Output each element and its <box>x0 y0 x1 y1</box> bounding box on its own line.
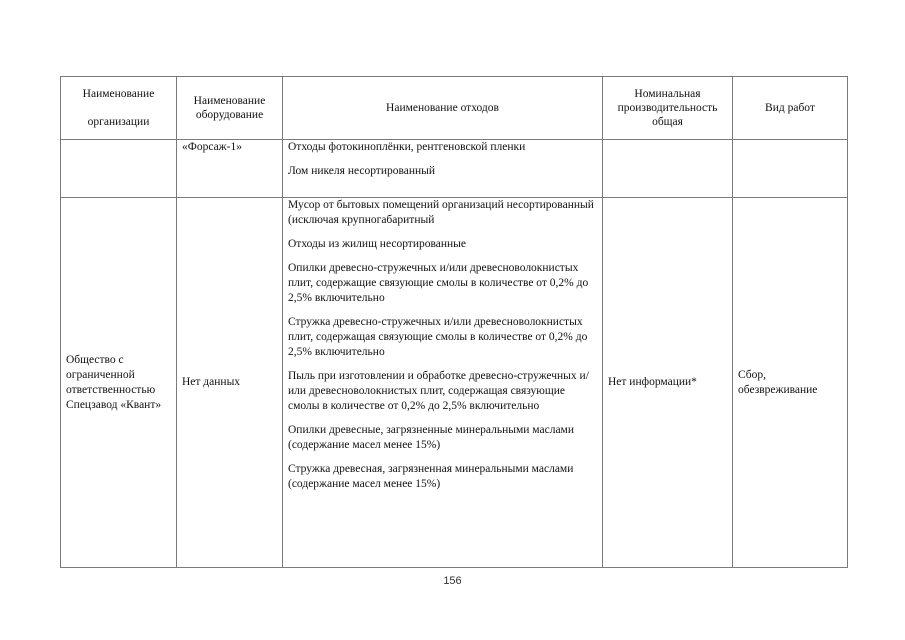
waste-table <box>60 76 848 568</box>
cell-capacity: Нет информации* <box>603 198 733 568</box>
header-capacity <box>603 77 733 140</box>
header-equipment-line1: Наименование <box>193 95 266 107</box>
waste-item: Опилки древесные, загрязненные минеральными маслами (содержание масел менее 15%) <box>288 424 574 451</box>
header-capacity-line2: производительность <box>617 102 718 114</box>
waste-item: Лом никеля несортированный <box>288 165 436 177</box>
cell-work <box>733 140 848 198</box>
cell-equipment: Нет данных <box>177 198 283 568</box>
waste-item: Отходы из жилищ несортированные <box>288 238 467 250</box>
header-work: Вид работ <box>733 77 848 140</box>
header-organization-line1: Наименование <box>82 88 155 100</box>
header-capacity-line1: Номинальная <box>634 88 701 100</box>
header-waste: Наименование отходов <box>283 77 603 140</box>
cell-organization <box>61 140 177 198</box>
cell-work: Сбор, обезвреживание <box>733 198 848 568</box>
cell-capacity <box>603 140 733 198</box>
waste-item: Отходы фотокиноплёнки, рентгеновской пленки <box>288 141 526 153</box>
waste-item: Стружка древесно-стружечных и/или древесноволокнистых плит, содержащая связующие смолы в количестве от 0,2% до 2,5% включительно <box>288 316 588 358</box>
cell-waste <box>283 140 603 198</box>
cell-equipment: «Форсаж-1» <box>177 140 283 198</box>
page-number: 156 <box>443 575 462 587</box>
header-organization-line2: организации <box>87 116 150 128</box>
cell-waste <box>283 198 603 568</box>
cell-organization: Общество с ограниченной ответственностью Спецзавод «Квант» <box>61 198 177 568</box>
header-equipment <box>177 77 283 140</box>
waste-item: Стружка древесная, загрязненная минеральными маслами (содержание масел менее 15%) <box>288 463 574 490</box>
header-capacity-line3: общая <box>652 116 683 128</box>
waste-item: Опилки древесно-стружечных и/или древесноволокнистых плит, содержащие связующие смолы в количестве от 0,2% до 2,5% включительно <box>288 262 589 304</box>
table-header-row <box>61 77 848 140</box>
header-equipment-line2: оборудование <box>195 109 264 121</box>
table-row <box>61 140 848 198</box>
waste-item: Мусор от бытовых помещений организаций несортированный (исключая крупногабаритный <box>288 199 594 226</box>
table-row <box>61 198 848 568</box>
waste-item: Пыль при изготовлении и обработке древесно-стружечных и/или древесноволокнистых плит, содержащая связующие смолы в количестве от 0,2% до 2,5% включительно <box>288 370 589 412</box>
header-organization <box>61 77 177 140</box>
